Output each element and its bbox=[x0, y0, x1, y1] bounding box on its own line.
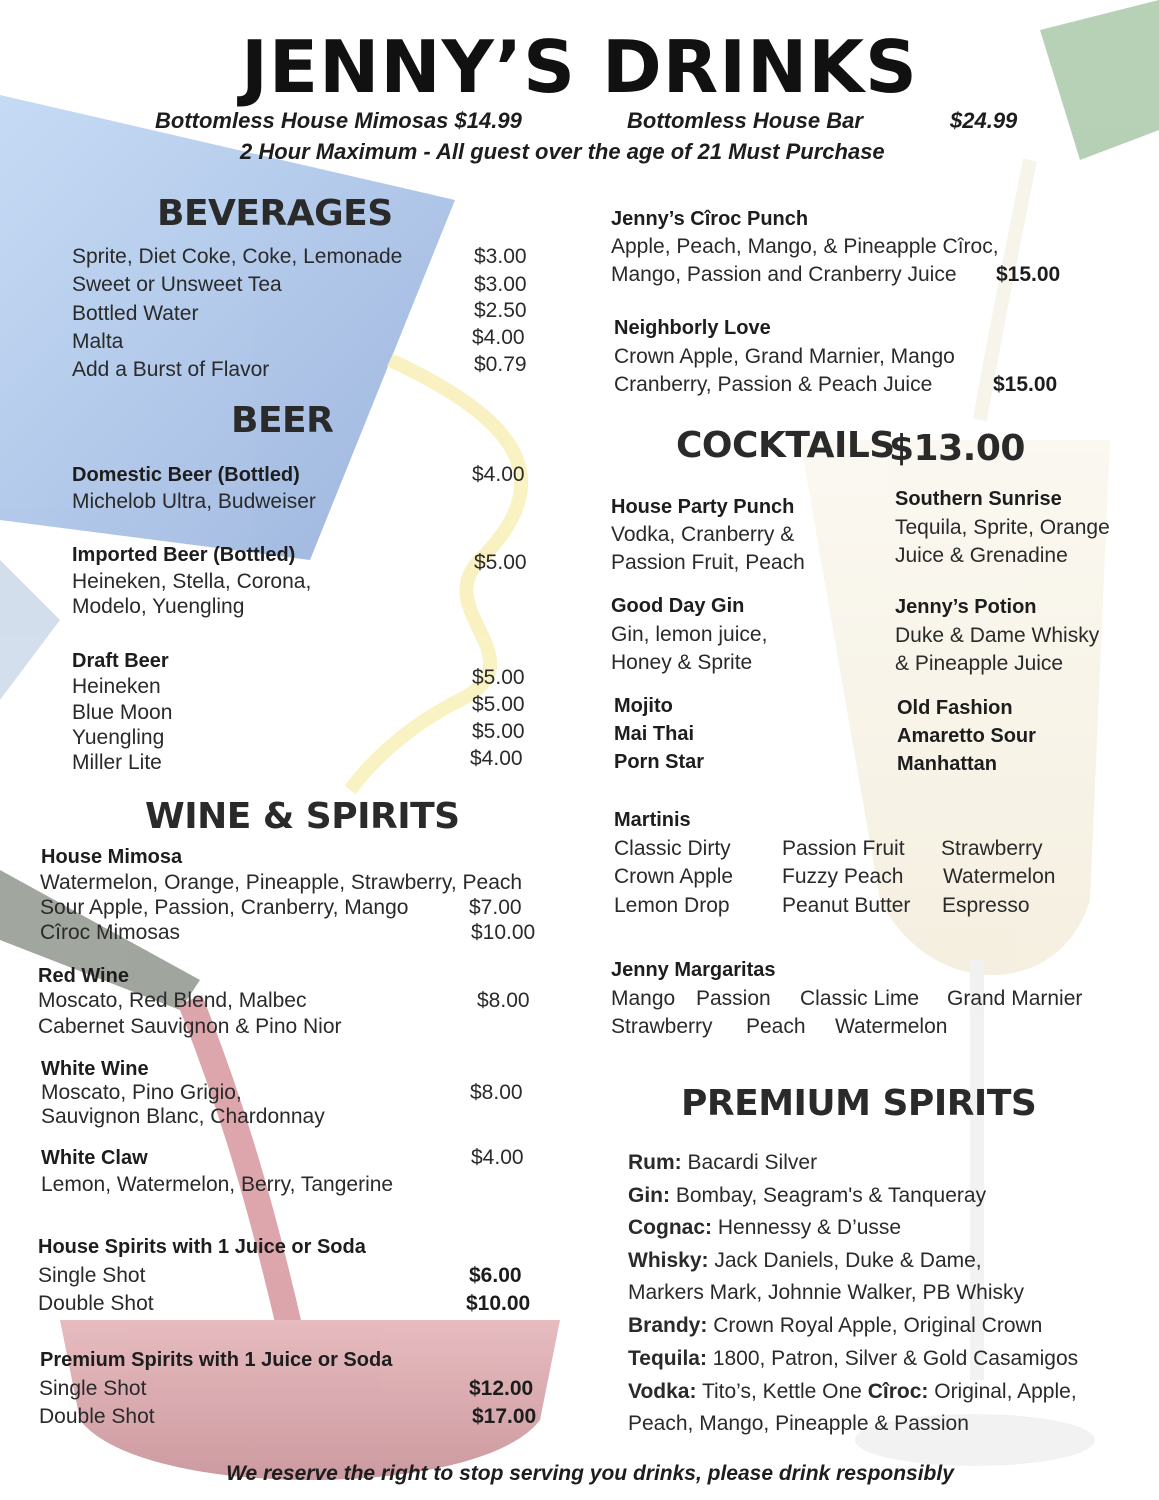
cocktail-title: Southern Sunrise bbox=[895, 488, 1062, 510]
beverages-heading: BEVERAGES bbox=[157, 193, 393, 234]
domestic-beer-title: Domestic Beer (Bottled) bbox=[72, 464, 300, 486]
white-claw-title: White Claw bbox=[41, 1147, 148, 1169]
beverage-item: Malta bbox=[72, 330, 124, 353]
cocktail-desc: Honey & Sprite bbox=[611, 651, 753, 674]
martini-flavor: Strawberry bbox=[941, 837, 1043, 860]
domestic-beer-price: $4.00 bbox=[472, 463, 525, 486]
premium-shots-single-price: $12.00 bbox=[469, 1377, 534, 1400]
martini-flavor: Passion Fruit bbox=[782, 837, 905, 860]
imported-beer-price: $5.00 bbox=[474, 551, 527, 574]
premium-brandy bbox=[628, 1315, 1042, 1336]
premium-list: Tito’s, Kettle One bbox=[701, 1380, 862, 1403]
premium-label: Gin: bbox=[628, 1184, 670, 1207]
margarita-flavor: Watermelon bbox=[835, 1015, 948, 1038]
margarita-flavor: Passion bbox=[696, 987, 771, 1010]
red-wine-desc: Moscato, Red Blend, Malbec bbox=[38, 989, 307, 1012]
white-wine-desc: Moscato, Pino Grigio, bbox=[41, 1081, 242, 1104]
red-wine-desc: Cabernet Sauvignon & Pino Nior bbox=[38, 1015, 342, 1038]
wine-spirits-heading: WINE & SPIRITS bbox=[145, 796, 460, 837]
cocktail-name: Amaretto Sour bbox=[897, 725, 1036, 747]
ciroc-mimosa-price: $10.00 bbox=[471, 921, 536, 944]
white-claw-flavors: Lemon, Watermelon, Berry, Tangerine bbox=[41, 1173, 394, 1196]
martinis-title: Martinis bbox=[614, 809, 691, 831]
premium-tequila bbox=[628, 1348, 1078, 1369]
margarita-flavor: Grand Marnier bbox=[947, 987, 1083, 1010]
cocktail-desc: Juice & Grenadine bbox=[895, 544, 1068, 567]
cocktail-desc: Tequila, Sprite, Orange bbox=[895, 516, 1110, 539]
martini-flavor: Espresso bbox=[942, 894, 1030, 917]
margarita-flavor: Strawberry bbox=[611, 1015, 713, 1038]
footer-disclaimer: We reserve the right to stop serving you drinks, please drink responsibly bbox=[226, 1462, 954, 1485]
cocktail-title: Jenny’s Potion bbox=[895, 596, 1037, 618]
house-bar-special: Bottomless House Bar bbox=[627, 108, 863, 133]
cocktails-heading: COCKTAILS bbox=[676, 425, 895, 466]
house-spirits-double: Double Shot bbox=[38, 1292, 154, 1315]
cocktail-desc: Gin, lemon juice, bbox=[611, 623, 768, 646]
cocktail-name: Porn Star bbox=[614, 751, 705, 773]
premium-list: Bacardi Silver bbox=[687, 1151, 818, 1174]
neighborly-love-desc: Crown Apple, Grand Marnier, Mango bbox=[614, 345, 955, 368]
premium-list: Original, Apple, bbox=[934, 1380, 1077, 1403]
cocktail-desc: Duke & Dame Whisky bbox=[895, 624, 1100, 647]
beverage-item: Sweet or Unsweet Tea bbox=[72, 273, 282, 296]
draft-beer-item: Miller Lite bbox=[72, 751, 162, 774]
imported-beer-desc: Heineken, Stella, Corona, bbox=[72, 570, 312, 593]
martini-flavor: Watermelon bbox=[943, 865, 1056, 888]
cocktail-title: Good Day Gin bbox=[611, 595, 745, 617]
premium-vodka bbox=[628, 1381, 1077, 1402]
neighborly-love-title: Neighborly Love bbox=[614, 317, 771, 339]
cocktail-desc: & Pineapple Juice bbox=[895, 652, 1064, 675]
premium-whisky-cont: Markers Mark, Johnnie Walker, PB Whisky bbox=[628, 1281, 1024, 1304]
premium-list: Crown Royal Apple, Original Crown bbox=[713, 1314, 1043, 1337]
cocktails-price: $13.00 bbox=[889, 428, 1025, 469]
mimosa-special: Bottomless House Mimosas $14.99 bbox=[155, 108, 522, 133]
ciroc-punch-desc: Apple, Peach, Mango, & Pineapple Cîroc, bbox=[611, 235, 999, 258]
draft-beer-price: $4.00 bbox=[470, 747, 523, 770]
white-wine-desc: Sauvignon Blanc, Chardonnay bbox=[41, 1105, 325, 1128]
domestic-beer-desc: Michelob Ultra, Budweiser bbox=[72, 490, 316, 513]
premium-label: Brandy: bbox=[628, 1314, 708, 1337]
cocktail-name: Mai Thai bbox=[614, 723, 695, 745]
cocktail-desc: Passion Fruit, Peach bbox=[611, 551, 805, 574]
premium-label: Whisky: bbox=[628, 1249, 709, 1272]
premium-shots-single: Single Shot bbox=[39, 1377, 147, 1400]
imported-beer-desc: Modelo, Yuengling bbox=[72, 595, 245, 618]
premium-label: Tequila: bbox=[628, 1347, 707, 1370]
premium-label: Cognac: bbox=[628, 1216, 712, 1239]
beverage-price: $0.79 bbox=[474, 353, 527, 376]
white-wine-title: White Wine bbox=[41, 1058, 149, 1080]
house-spirits-double-price: $10.00 bbox=[466, 1292, 531, 1315]
premium-shots-double: Double Shot bbox=[39, 1405, 155, 1428]
cocktail-desc: Vodka, Cranberry & bbox=[611, 523, 795, 546]
beverage-price: $4.00 bbox=[472, 326, 525, 349]
premium-label: Rum: bbox=[628, 1151, 682, 1174]
ciroc-punch-title: Jenny’s Cîroc Punch bbox=[611, 208, 809, 230]
red-wine-price: $8.00 bbox=[477, 989, 530, 1012]
neighborly-love-price: $15.00 bbox=[993, 373, 1058, 396]
ciroc-mimosa: Cîroc Mimosas bbox=[40, 921, 181, 944]
premium-shots-title: Premium Spirits with 1 Juice or Soda bbox=[40, 1349, 393, 1371]
cocktail-name: Mojito bbox=[614, 695, 673, 717]
draft-beer-price: $5.00 bbox=[472, 720, 525, 743]
premium-gin bbox=[628, 1185, 986, 1206]
draft-beer-price: $5.00 bbox=[472, 666, 525, 689]
martini-flavor: Classic Dirty bbox=[614, 837, 731, 860]
draft-beer-item: Heineken bbox=[72, 675, 161, 698]
margarita-flavor: Peach bbox=[746, 1015, 806, 1038]
ciroc-punch-price: $15.00 bbox=[996, 263, 1061, 286]
beverage-item: Add a Burst of Flavor bbox=[72, 358, 270, 381]
cocktail-name: Old Fashion bbox=[897, 697, 1013, 719]
ciroc-punch-desc: Mango, Passion and Cranberry Juice bbox=[611, 263, 957, 286]
house-mimosa-flavors: Watermelon, Orange, Pineapple, Strawberry, Peach bbox=[40, 871, 523, 894]
premium-rum bbox=[628, 1152, 817, 1173]
white-claw-price: $4.00 bbox=[471, 1146, 524, 1169]
draft-beer-item: Blue Moon bbox=[72, 701, 173, 724]
red-wine-title: Red Wine bbox=[38, 965, 129, 987]
white-wine-price: $8.00 bbox=[470, 1081, 523, 1104]
premium-cognac bbox=[628, 1217, 901, 1238]
imported-beer-title: Imported Beer (Bottled) bbox=[72, 544, 296, 566]
margarita-flavor: Classic Lime bbox=[800, 987, 920, 1010]
martini-flavor: Lemon Drop bbox=[614, 894, 730, 917]
premium-list: Hennessy & D’usse bbox=[717, 1216, 902, 1239]
martini-flavor: Crown Apple bbox=[614, 865, 734, 888]
house-mimosa-price: $7.00 bbox=[469, 896, 522, 919]
beverage-price: $2.50 bbox=[474, 299, 527, 322]
premium-shots-double-price: $17.00 bbox=[472, 1405, 537, 1428]
beer-heading: BEER bbox=[231, 400, 334, 441]
cocktail-title: House Party Punch bbox=[611, 496, 795, 518]
beverage-price: $3.00 bbox=[474, 245, 527, 268]
house-spirits-title: House Spirits with 1 Juice or Soda bbox=[38, 1236, 366, 1258]
house-mimosa-title: House Mimosa bbox=[41, 846, 183, 868]
premium-label: Cîroc: bbox=[867, 1380, 929, 1403]
house-mimosa-flavors: Sour Apple, Passion, Cranberry, Mango bbox=[40, 896, 409, 919]
beverage-price: $3.00 bbox=[474, 273, 527, 296]
premium-ciroc-cont: Peach, Mango, Pineapple & Passion bbox=[628, 1412, 969, 1435]
premium-list: 1800, Patron, Silver & Gold Casamigos bbox=[712, 1347, 1079, 1370]
martini-flavor: Peanut Butter bbox=[782, 894, 911, 917]
page-title: JENNY’S DRINKS bbox=[241, 25, 918, 109]
beverage-item: Sprite, Diet Coke, Coke, Lemonade bbox=[72, 245, 403, 268]
premium-spirits-heading: PREMIUM SPIRITS bbox=[681, 1083, 1037, 1124]
house-spirits-single-price: $6.00 bbox=[469, 1264, 522, 1287]
cocktail-name: Manhattan bbox=[897, 753, 997, 775]
house-bar-price: $24.99 bbox=[950, 108, 1018, 133]
premium-list: Bombay, Seagram's & Tanqueray bbox=[675, 1184, 987, 1207]
house-spirits-single: Single Shot bbox=[38, 1264, 146, 1287]
premium-label: Vodka: bbox=[628, 1380, 697, 1403]
martini-flavor: Fuzzy Peach bbox=[782, 865, 904, 888]
special-note: 2 Hour Maximum - All guest over the age of 21 Must Purchase bbox=[240, 139, 885, 164]
margarita-flavor: Mango bbox=[611, 987, 676, 1010]
draft-beer-item: Yuengling bbox=[72, 726, 165, 749]
premium-whisky bbox=[628, 1250, 982, 1271]
draft-beer-title: Draft Beer bbox=[72, 650, 169, 672]
neighborly-love-desc: Cranberry, Passion & Peach Juice bbox=[614, 373, 933, 396]
beverage-item: Bottled Water bbox=[72, 302, 199, 325]
margaritas-title: Jenny Margaritas bbox=[611, 959, 776, 981]
draft-beer-price: $5.00 bbox=[472, 693, 525, 716]
premium-list: Jack Daniels, Duke & Dame, bbox=[714, 1249, 982, 1272]
